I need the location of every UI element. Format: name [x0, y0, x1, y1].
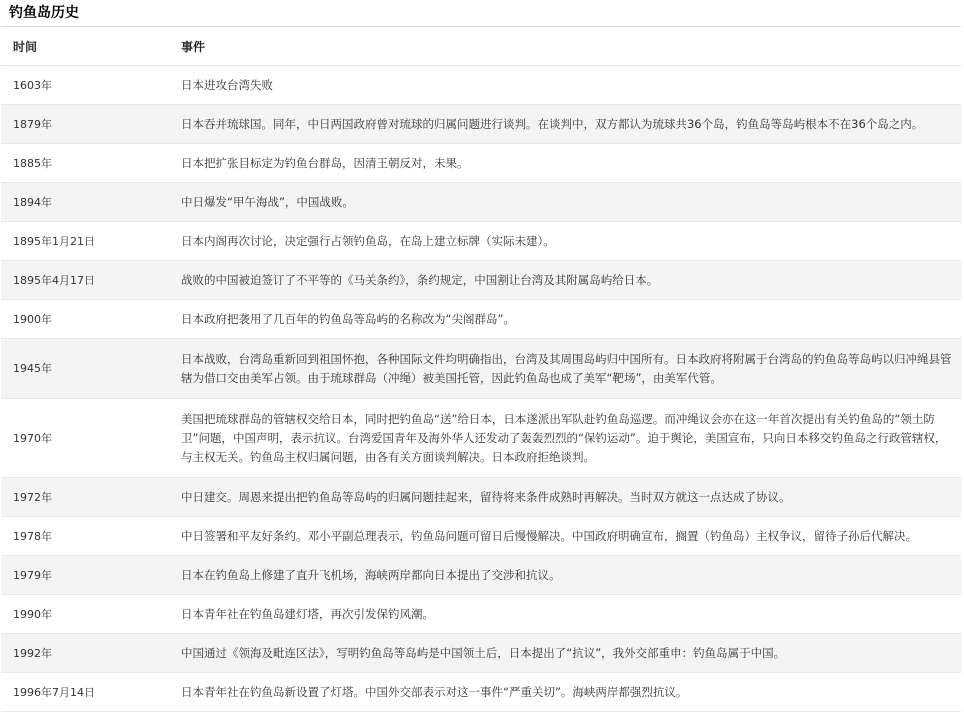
history-panel [1, 0, 961, 712]
table-row [1, 478, 961, 517]
table-row [1, 183, 961, 222]
table-row [1, 556, 961, 595]
table-row [1, 339, 961, 399]
row-time: 1879年 [1, 105, 169, 144]
row-event: 日本政府把袭用了几百年的钓鱼岛等岛屿的名称改为“尖阁群岛”。 [169, 300, 961, 339]
row-event: 中日签署和平友好条约。邓小平副总理表示，钓鱼岛问题可留日后慢慢解决。中国政府明确宣布，搁置（钓鱼岛）主权争议，留待子孙后代解决。 [169, 517, 961, 556]
table-row [1, 634, 961, 673]
row-event: 日本内阁再次讨论，决定强行占领钓鱼岛，在岛上建立标牌（实际未建）。 [169, 222, 961, 261]
table-row [1, 595, 961, 634]
row-time: 1603年 [1, 66, 169, 105]
table-header-row [1, 27, 961, 66]
row-time: 1990年 [1, 595, 169, 634]
row-time: 1945年 [1, 339, 169, 399]
table-row [1, 222, 961, 261]
row-time: 1900年 [1, 300, 169, 339]
row-time: 1996年7月14日 [1, 673, 169, 712]
column-header-event: 事件 [169, 27, 961, 66]
row-event: 中日爆发“甲午海战”，中国战败。 [169, 183, 961, 222]
row-event: 日本在钓鱼岛上修建了直升飞机场，海峡两岸都向日本提出了交涉和抗议。 [169, 556, 961, 595]
page-title: 钓鱼岛历史 [1, 0, 961, 27]
history-table [1, 27, 961, 712]
table-row [1, 261, 961, 300]
row-event: 中国通过《领海及毗连区法》，写明钓鱼岛等岛屿是中国领土后，日本提出了“抗议”，我外交部重申：钓鱼岛属于中国。 [169, 634, 961, 673]
row-event: 日本把扩张目标定为钓鱼台群岛，因清王朝反对，未果。 [169, 144, 961, 183]
table-row [1, 399, 961, 478]
row-event: 日本战败，台湾岛重新回到祖国怀抱，各种国际文件均明确指出，台湾及其周围岛屿归中国所有。日本政府将附属于台湾岛的钓鱼岛等岛屿以归冲绳县管辖为借口交由美军占领。由于琉球群岛（冲绳）被美国托管，因此钓鱼岛也成了美军“靶场”，由美军代管。 [169, 339, 961, 399]
table-row [1, 66, 961, 105]
row-event: 日本青年社在钓鱼岛新设置了灯塔。中国外交部表示对这一事件“严重关切”。海峡两岸都强烈抗议。 [169, 673, 961, 712]
table-row [1, 144, 961, 183]
row-time: 1894年 [1, 183, 169, 222]
row-time: 1978年 [1, 517, 169, 556]
row-event: 日本青年社在钓鱼岛建灯塔，再次引发保钓风潮。 [169, 595, 961, 634]
row-time: 1895年1月21日 [1, 222, 169, 261]
table-row [1, 105, 961, 144]
row-time: 1972年 [1, 478, 169, 517]
row-event: 中日建交。周恩来提出把钓鱼岛等岛屿的归属问题挂起来，留待将来条件成熟时再解决。当时双方就这一点达成了协议。 [169, 478, 961, 517]
row-event: 美国把琉球群岛的管辖权交给日本，同时把钓鱼岛“送”给日本，日本遂派出军队赴钓鱼岛巡逻。而冲绳议会亦在这一年首次提出有关钓鱼岛的“领土防卫”问题，中国声明，表示抗议。台湾爱国青年及海外华人还发动了轰轰烈烈的“保钓运动”。迫于舆论，美国宣布，只向日本移交钓鱼岛之行政管辖权，与主权无关。钓鱼岛主权归属问题，由各有关方面谈判解决。日本政府拒绝谈判。 [169, 399, 961, 478]
row-time: 1992年 [1, 634, 169, 673]
row-event: 日本进攻台湾失败 [169, 66, 961, 105]
table-row [1, 673, 961, 712]
table-row [1, 517, 961, 556]
column-header-time: 时间 [1, 27, 169, 66]
row-time: 1979年 [1, 556, 169, 595]
table-row [1, 300, 961, 339]
row-time: 1970年 [1, 399, 169, 478]
row-time: 1885年 [1, 144, 169, 183]
row-time: 1895年4月17日 [1, 261, 169, 300]
row-event: 日本吞并琉球国。同年，中日两国政府曾对琉球的归属问题进行谈判。在谈判中，双方都认为琉球共36个岛，钓鱼岛等岛屿根本不在36个岛之内。 [169, 105, 961, 144]
row-event: 战败的中国被迫签订了不平等的《马关条约》，条约规定，中国割让台湾及其附属岛屿给日本。 [169, 261, 961, 300]
